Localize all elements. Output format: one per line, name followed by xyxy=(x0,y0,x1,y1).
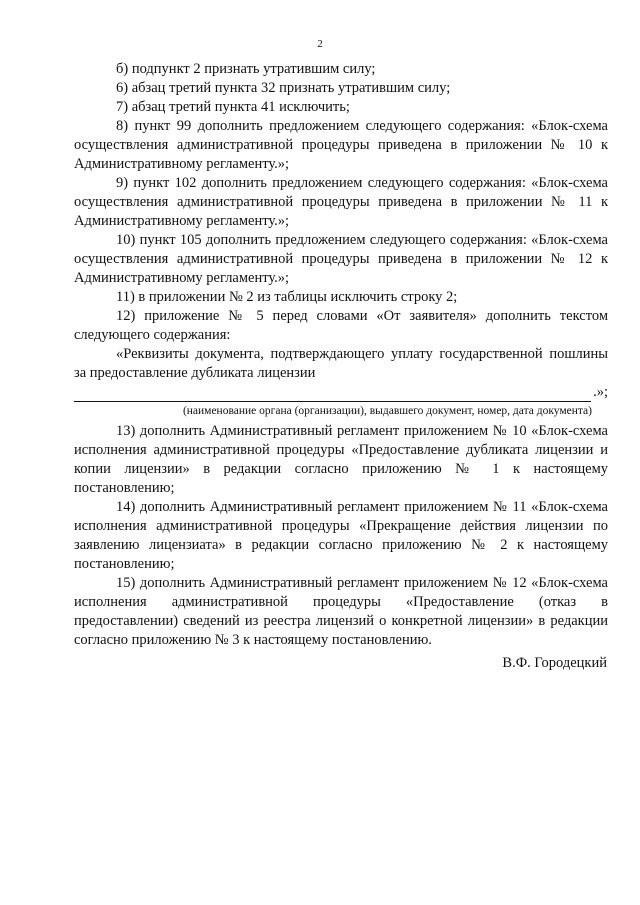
amendment-item: 9) пункт 102 дополнить предложением следующего содержания: «Блок-схема осуществления административной процедуры приведена в приложении № 11 к Административному регламенту.»; xyxy=(74,175,608,229)
signature: В.Ф. Городецкий xyxy=(502,655,607,671)
amendment-item: 12) приложение № 5 перед словами «От заявителя» дополнить текстом следующего содержания: xyxy=(74,308,608,343)
amendment-item: 10) пункт 105 дополнить предложением следующего содержания: «Блок-схема осуществления административной процедуры приведена в приложении № 12 к Административному регламенту.»; xyxy=(74,232,608,286)
amendment-item: 14) дополнить Административный регламент приложением № 11 «Блок-схема исполнения административной процедуры «Прекращение действия лицензии по заявлению лицензиата» в редакции согласно приложению № 2 к настоящему постановлению; xyxy=(74,499,608,572)
blank-suffix: .»; xyxy=(593,384,608,400)
inserted-text: «Реквизиты документа, подтверждающего уплату государственной пошлины за предоставление дубликата лицензии xyxy=(74,346,608,381)
blank-underline xyxy=(74,385,591,402)
amendment-item: 8) пункт 99 дополнить предложением следующего содержания: «Блок-схема осуществления административной процедуры приведена в приложении № 10 к Административному регламенту.»; xyxy=(74,118,608,172)
amendment-item: 13) дополнить Административный регламент приложением № 10 «Блок-схема исполнения административной процедуры «Предоставление дубликата лицензии и копии лицензии» в редакции согласно приложению № 1 к настоящему постановлению; xyxy=(74,423,608,496)
amendment-item: 15) дополнить Административный регламент приложением № 12 «Блок-схема исполнения административной процедуры «Предоставление (отказ в предоставлении) сведений из реестра лицензий о конкретной лицензии» в редакции согласно приложению № 3 к настоящему постановлению. xyxy=(74,575,608,648)
page-number: 2 xyxy=(317,38,323,50)
document-body xyxy=(74,60,608,650)
blank-fill-line xyxy=(74,383,608,402)
amendment-item: 7) абзац третий пункта 41 исключить; xyxy=(116,99,350,115)
amendment-item: б) подпункт 2 признать утратившим силу; xyxy=(116,61,376,77)
amendment-item: 6) абзац третий пункта 32 признать утратившим силу; xyxy=(116,80,451,96)
blank-caption: (наименование органа (организации), выдавшего документ, номер, дата документа) xyxy=(182,405,592,417)
amendment-item: 11) в приложении № 2 из таблицы исключить строку 2; xyxy=(116,289,458,305)
